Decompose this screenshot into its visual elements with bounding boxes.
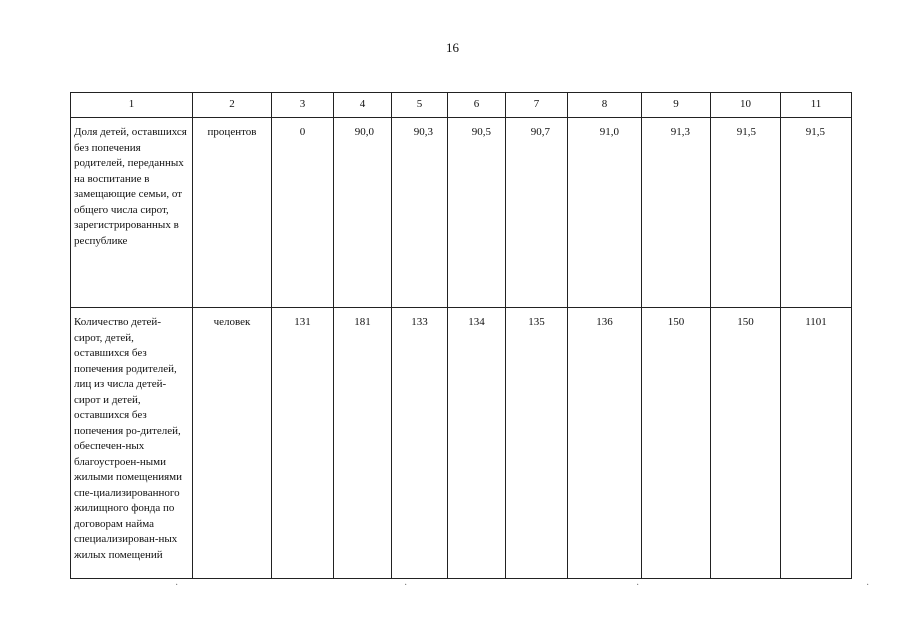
- column-header: 10: [711, 93, 781, 118]
- column-header: 4: [334, 93, 392, 118]
- column-header: 1: [71, 93, 193, 118]
- value-cell: 90,5: [448, 118, 506, 308]
- table-row: [71, 118, 852, 308]
- value-cell: 181: [334, 308, 392, 579]
- column-header: 3: [272, 93, 334, 118]
- scan-speck: ·: [636, 580, 640, 591]
- value-cell: 90,7: [506, 118, 568, 308]
- value-cell: 131: [272, 308, 334, 579]
- value-cell: 91,0: [568, 118, 642, 308]
- unit-cell: процентов: [193, 118, 272, 308]
- value-cell: 150: [642, 308, 711, 579]
- indicator-name-cell: Количество детей-сирот, детей, оставшихся без попечения родителей, лиц из числа детей-сирот и детей, оставшихся без попечения ро-дителей, обеспечен-ных благоустроен-ными жилыми помещениями спе-циализированного жилищного фонда по договорам найма специализирован-ных жилых помещений: [71, 308, 193, 579]
- table-row: [71, 308, 852, 579]
- column-header: 8: [568, 93, 642, 118]
- value-cell: 134: [448, 308, 506, 579]
- indicators-table: [70, 92, 852, 579]
- value-cell: 91,5: [711, 118, 781, 308]
- column-header: 6: [448, 93, 506, 118]
- value-cell: 133: [392, 308, 448, 579]
- value-cell: 91,5: [781, 118, 852, 308]
- column-header: 7: [506, 93, 568, 118]
- value-cell: 91,3: [642, 118, 711, 308]
- value-cell: 90,3: [392, 118, 448, 308]
- unit-cell: человек: [193, 308, 272, 579]
- table-header-row: [71, 93, 852, 118]
- column-header: 5: [392, 93, 448, 118]
- value-cell: 90,0: [334, 118, 392, 308]
- value-cell: 136: [568, 308, 642, 579]
- value-cell: 1101: [781, 308, 852, 579]
- scan-speck: ·: [404, 580, 408, 591]
- scan-speck: ·: [175, 580, 179, 591]
- indicator-name-cell: Доля детей, оставшихся без попечения родителей, переданных на воспитание в замещающие семьи, от общего числа сирот, зарегистрированных в республике: [71, 118, 193, 308]
- page-number: 16: [446, 40, 459, 55]
- value-cell: 135: [506, 308, 568, 579]
- value-cell: 150: [711, 308, 781, 579]
- value-cell: 0: [272, 118, 334, 308]
- column-header: 11: [781, 93, 852, 118]
- column-header: 2: [193, 93, 272, 118]
- column-header: 9: [642, 93, 711, 118]
- scan-speck: ·: [866, 580, 870, 591]
